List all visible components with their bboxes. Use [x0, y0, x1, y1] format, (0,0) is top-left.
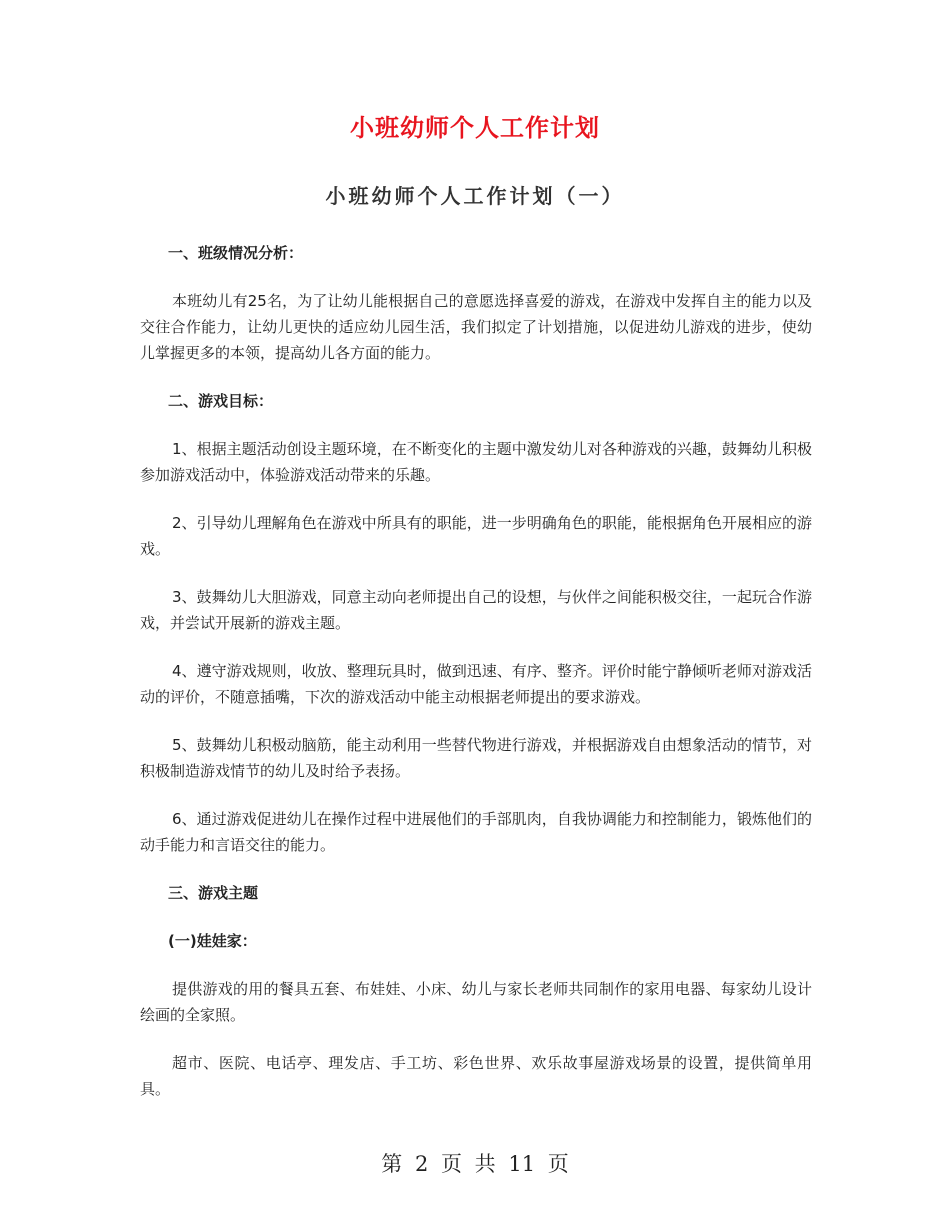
paragraph-class-analysis: 本班幼儿有25名，为了让幼儿能根据自己的意愿选择喜爱的游戏，在游戏中发挥自主的能力以及交往合作能力，让幼儿更快的适应幼儿园生活，我们拟定了计划措施，以促进幼儿游戏的进步，使幼儿掌握更多的本领，提高幼儿各方面的能力。 — [140, 292, 812, 362]
paragraph-goal-6: 6、通过游戏促进幼儿在操作过程中进展他们的手部肌肉，自我协调能力和控制能力，锻炼他们的动手能力和言语交往的能力。 — [140, 810, 812, 854]
document-subtitle: 小班幼师个人工作计划（一） — [325, 184, 625, 208]
sub-heading-doll-house: (一)娃娃家： — [168, 932, 257, 950]
page-number-footer: 第 2 页 共 11 页 — [381, 1152, 569, 1176]
paragraph-goal-1: 1、根据主题活动创设主题环境，在不断变化的主题中激发幼儿对各种游戏的兴趣，鼓舞幼儿积极参加游戏活动中，体验游戏活动带来的乐趣。 — [140, 440, 812, 484]
paragraph-goal-4: 4、遵守游戏规则，收放、整理玩具时，做到迅速、有序、整齐。评价时能宁静倾听老师对游戏活动的评价，不随意插嘴，下次的游戏活动中能主动根据老师提出的要求游戏。 — [140, 662, 812, 706]
paragraph-doll-house-materials: 提供游戏的用的餐具五套、布娃娃、小床、幼儿与家长老师共同制作的家用电器、每家幼儿设计绘画的全家照。 — [140, 980, 812, 1024]
section-heading-game-themes: 三、游戏主题 — [168, 884, 259, 902]
section-heading-class-analysis: 一、班级情况分析： — [168, 244, 304, 262]
paragraph-goal-2: 2、引导幼儿理解角色在游戏中所具有的职能，进一步明确角色的职能，能根据角色开展相应的游戏。 — [140, 514, 812, 558]
document-title: 小班幼师个人工作计划 — [350, 114, 600, 142]
paragraph-scene-settings: 超市、医院、电话亭、理发店、手工坊、彩色世界、欢乐故事屋游戏场景的设置，提供简单用具。 — [140, 1054, 812, 1098]
paragraph-goal-5: 5、鼓舞幼儿积极动脑筋，能主动利用一些替代物进行游戏，并根据游戏自由想象活动的情节，对积极制造游戏情节的幼儿及时给予表扬。 — [140, 736, 812, 780]
paragraph-goal-3: 3、鼓舞幼儿大胆游戏，同意主动向老师提出自己的设想，与伙伴之间能积极交往，一起玩合作游戏，并尝试开展新的游戏主题。 — [140, 588, 812, 632]
section-heading-game-goals: 二、游戏目标： — [168, 392, 274, 410]
document-body — [140, 240, 812, 1124]
